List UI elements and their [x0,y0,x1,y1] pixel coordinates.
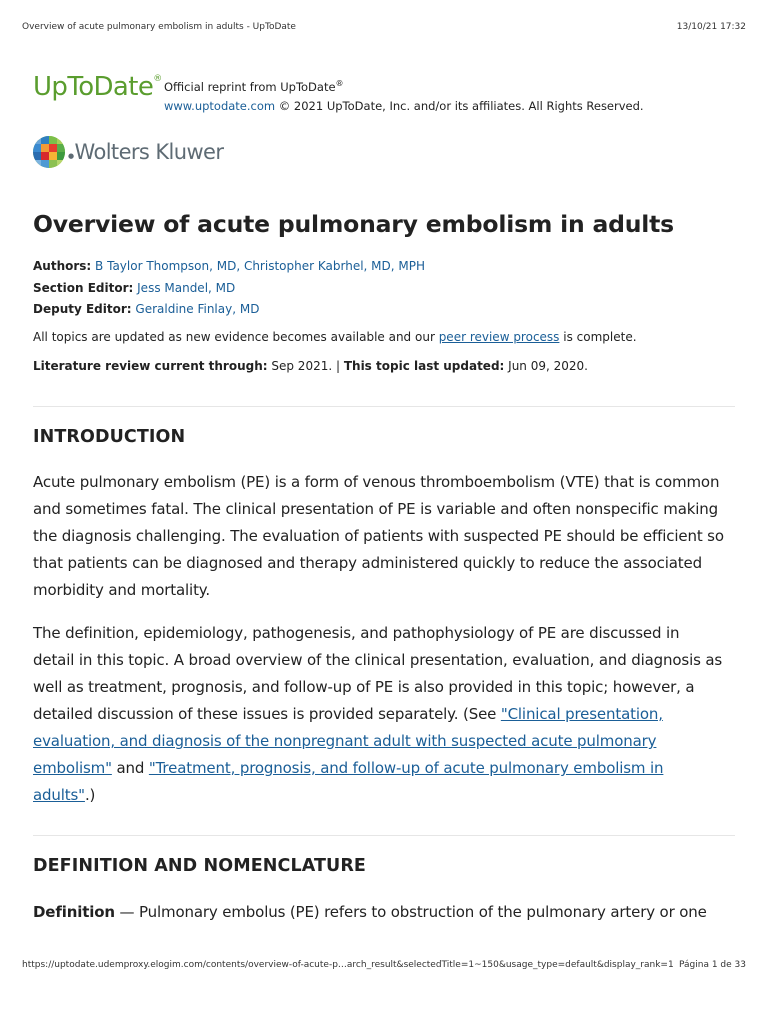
lit-review-label: Literature review current through: [33,359,268,373]
uptodate-logo-mark: ® [153,74,162,84]
authors-value: B Taylor Thompson, MD, Christopher Kabrhel, MD, MPH [95,259,425,273]
uptodate-logo [33,72,162,102]
introduction-paragraph-2 [33,620,738,809]
text-line [33,755,738,782]
wolters-kluwer-text: Wolters Kluwer [74,140,224,164]
print-footer-page: Página 1 de 33 [679,960,746,970]
last-updated-value: Jun 09, 2020. [504,359,588,373]
text-line: The definition, epidemiology, pathogenesis, and pathophysiology of PE are discussed in [33,624,680,642]
text-line: Acute pulmonary embolism (PE) is a form of venous thromboembolism (VTE) that is common [33,473,720,491]
last-updated-label: This topic last updated: [343,359,505,373]
text-line: the diagnosis challenging. The evaluation of patients with suspected PE should be efficient so [33,527,724,545]
clinical-presentation-link[interactable]: "Clinical presentation, [500,705,663,723]
section-editor-row [33,278,425,300]
peer-review-link[interactable]: peer review process [438,330,560,344]
definition-label: Definition [33,903,115,921]
print-header-timestamp: 13/10/21 17:32 [676,22,746,32]
introduction-heading: INTRODUCTION [33,427,186,447]
deputy-editor-row [33,299,425,321]
text-segment: .) [84,786,96,804]
definition-text: — Pulmonary embolus (PE) refers to obstruction of the pulmonary artery or one [114,903,707,921]
deputy-editor-value: Geraldine Finlay, MD [135,302,260,317]
treatment-prognosis-link[interactable]: "Treatment, prognosis, and follow-up of acute pulmonary embolism in [148,759,664,777]
deputy-editor-label: Deputy Editor: [33,302,132,317]
authors-label: Authors: [33,259,92,273]
text-line [33,728,738,755]
update-note [33,330,637,344]
uptodate-logo-text: UpToDate [33,72,154,102]
reprint-line: Official reprint from UpToDate [164,79,336,94]
reprint-notice [164,74,644,116]
treatment-prognosis-link-end[interactable]: adults" [33,786,85,804]
section-editor-value: Jess Mandel, MD [137,280,236,295]
uptodate-site-link[interactable]: www.uptodate.com [164,98,276,113]
print-header-title: Overview of acute pulmonary embolism in adults - UpToDate [22,22,296,32]
text-line: detail in this topic. A broad overview of the clinical presentation, evaluation, and diagnosis as [33,651,723,669]
text-line: well as treatment, prognosis, and follow-up of PE is also provided in this topic; however, a [33,678,695,696]
definition-heading: DEFINITION AND NOMENCLATURE [33,856,366,876]
print-footer-url: https://uptodate.udemproxy.elogim.com/contents/overview-of-acute-p…arch_result&selectedTitle=1~150&usage_type=default&display_rank=1 [22,960,674,970]
review-dates [33,359,588,373]
text-line [33,782,738,809]
wolters-kluwer-wordmark: ●Wolters Kluwer [68,140,224,164]
copyright-text: © 2021 UpToDate, Inc. and/or its affiliates. All Rights Reserved. [275,98,644,113]
reprint-mark: ® [335,79,344,88]
section-divider [33,835,735,836]
text-line [33,899,738,926]
page-title: Overview of acute pulmonary embolism in adults [33,210,674,238]
clinical-presentation-link-end[interactable]: embolism" [33,759,112,777]
section-divider [33,406,735,407]
text-segment: detailed discussion of these issues is provided separately. (See [33,705,501,723]
definition-paragraph [33,899,738,926]
text-line: and sometimes fatal. The clinical presentation of PE is variable and often nonspecific making [33,500,719,518]
text-line: morbidity and mortality. [33,581,211,599]
update-note-pre: All topics are updated as new evidence becomes available and our [33,330,439,344]
text-segment: and [111,759,149,777]
print-header [22,22,746,36]
section-editor-label: Section Editor: [33,280,134,295]
wolters-kluwer-globe-icon [32,135,66,169]
introduction-paragraph-1 [33,469,738,604]
clinical-presentation-link-cont[interactable]: evaluation, and diagnosis of the nonpregnant adult with suspected acute pulmonary [33,732,657,750]
authors-row [33,256,425,278]
text-line: that patients can be diagnosed and therapy administered quickly to reduce the associated [33,554,702,572]
text-line [33,701,738,728]
update-note-post: is complete. [559,330,637,344]
lit-review-value: Sep 2021. | [267,359,344,373]
article-meta [33,256,425,321]
